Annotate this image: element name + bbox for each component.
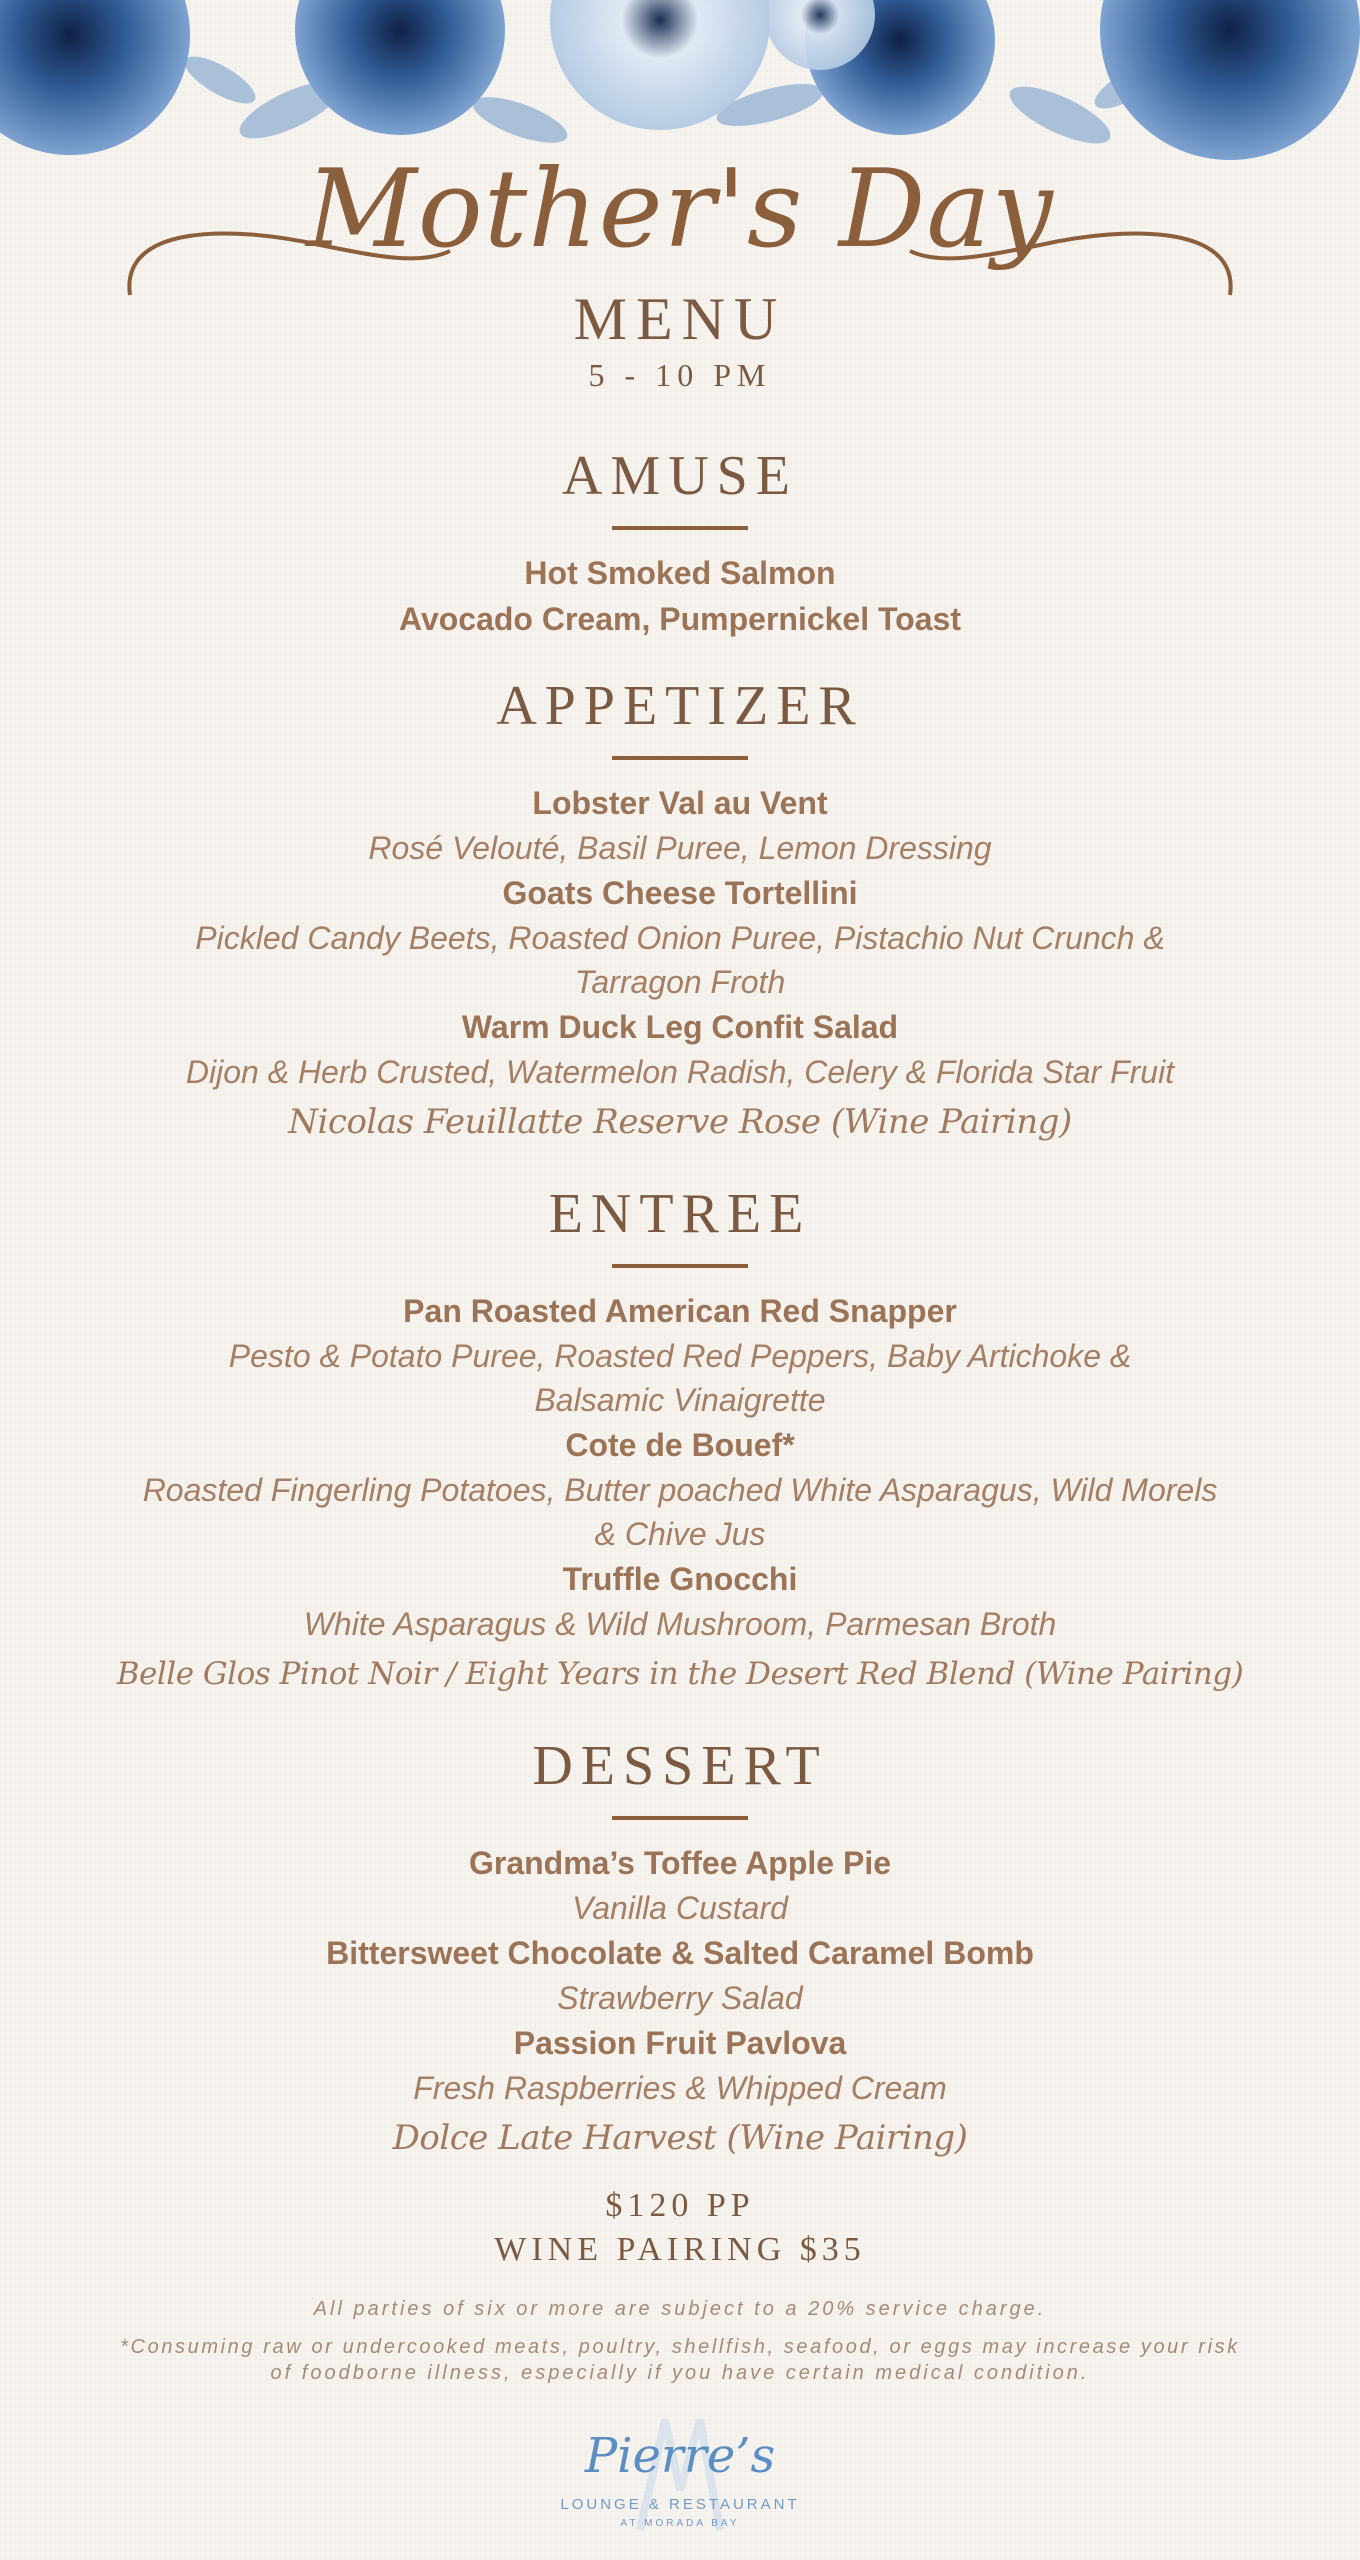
dish-description: Rosé Velouté, Basil Puree, Lemon Dressing <box>368 830 992 866</box>
dish-name: Cote de Bouef* <box>565 1427 795 1463</box>
dish-description: White Asparagus & Wild Mushroom, Parmesan Broth <box>303 1606 1057 1642</box>
section-divider <box>612 756 748 760</box>
dish-description: Tarragon Froth <box>574 964 786 1000</box>
wine-pairing-price: WINE PAIRING $35 <box>494 2231 866 2268</box>
section-divider <box>612 1264 748 1268</box>
dish-name: Passion Fruit Pavlova <box>513 2025 847 2061</box>
menu-content <box>0 440 1360 2386</box>
dish-description: Fresh Raspberries & Whipped Cream <box>413 2070 947 2106</box>
service-hours: 5 - 10 PM <box>588 357 772 393</box>
wine-pairing: Dolce Late Harvest (Wine Pairing) <box>392 2118 968 2158</box>
dish-description: Strawberry Salad <box>557 1980 803 2016</box>
dish-name: Avocado Cream, Pumpernickel Toast <box>399 601 961 637</box>
dish-description: Pickled Candy Beets, Roasted Onion Puree, Pistachio Nut Crunch & <box>195 920 1165 956</box>
logo-name: Pierre’s <box>584 2428 776 2484</box>
section-divider <box>612 1816 748 1820</box>
dish-name: Lobster Val au Vent <box>532 785 828 821</box>
food-safety-note: of foodborne illness, especially if you have certain medical condition. <box>270 2362 1090 2384</box>
wine-pairing: Belle Glos Pinot Noir / Eight Years in the Desert Red Blend (Wine Pairing) <box>116 1656 1244 1692</box>
dish-description: Balsamic Vinaigrette <box>534 1382 826 1418</box>
section-divider <box>612 526 748 530</box>
dish-description: & Chive Jus <box>594 1516 766 1552</box>
dish-name: Hot Smoked Salmon <box>524 555 836 591</box>
dish-name: Grandma’s Toffee Apple Pie <box>468 1845 891 1881</box>
menu-header <box>0 135 1360 393</box>
dish-description: Vanilla Custard <box>572 1890 788 1926</box>
price-per-person: $120 PP <box>605 2187 755 2224</box>
section-title-appetizer: APPETIZER <box>496 675 864 737</box>
section-title-amuse: AMUSE <box>561 445 799 507</box>
section-amuse <box>0 440 1360 642</box>
dish-description: Pesto & Potato Puree, Roasted Red Peppers, Baby Artichoke & <box>228 1338 1132 1374</box>
wine-pairing: Nicolas Feuillatte Reserve Rose (Wine Pairing) <box>288 1102 1072 1142</box>
dish-name: Truffle Gnocchi <box>562 1561 798 1597</box>
service-charge-note: All parties of six or more are subject to a 20% service charge. <box>313 2298 1047 2320</box>
logo-tagline: LOUNGE & RESTAURANT <box>560 2496 800 2513</box>
section-title-entree: ENTREE <box>548 1183 812 1245</box>
dish-name: Goats Cheese Tortellini <box>502 875 858 911</box>
page-title: Mother's Day <box>306 147 1054 272</box>
dish-description: Roasted Fingerling Potatoes, Butter poached White Asparagus, Wild Morels <box>142 1472 1218 1508</box>
dish-name: Pan Roasted American Red Snapper <box>403 1293 957 1329</box>
section-entree <box>0 1178 1360 1702</box>
food-safety-note: *Consuming raw or undercooked meats, poultry, shellfish, seafood, or eggs may increase your risk <box>120 2336 1240 2358</box>
dish-name: Bittersweet Chocolate & Salted Caramel Bomb <box>326 1935 1034 1971</box>
restaurant-logo <box>560 2410 800 2540</box>
menu-subtitle: MENU <box>573 286 787 352</box>
logo-location: AT MORADA BAY <box>620 2518 740 2529</box>
dish-description: Dijon & Herb Crusted, Watermelon Radish, Celery & Florida Star Fruit <box>185 1054 1175 1090</box>
section-title-dessert: DESSERT <box>532 1735 828 1797</box>
dish-name: Warm Duck Leg Confit Salad <box>461 1009 899 1045</box>
section-dessert <box>0 1730 1360 2166</box>
section-appetizer <box>0 670 1360 1150</box>
